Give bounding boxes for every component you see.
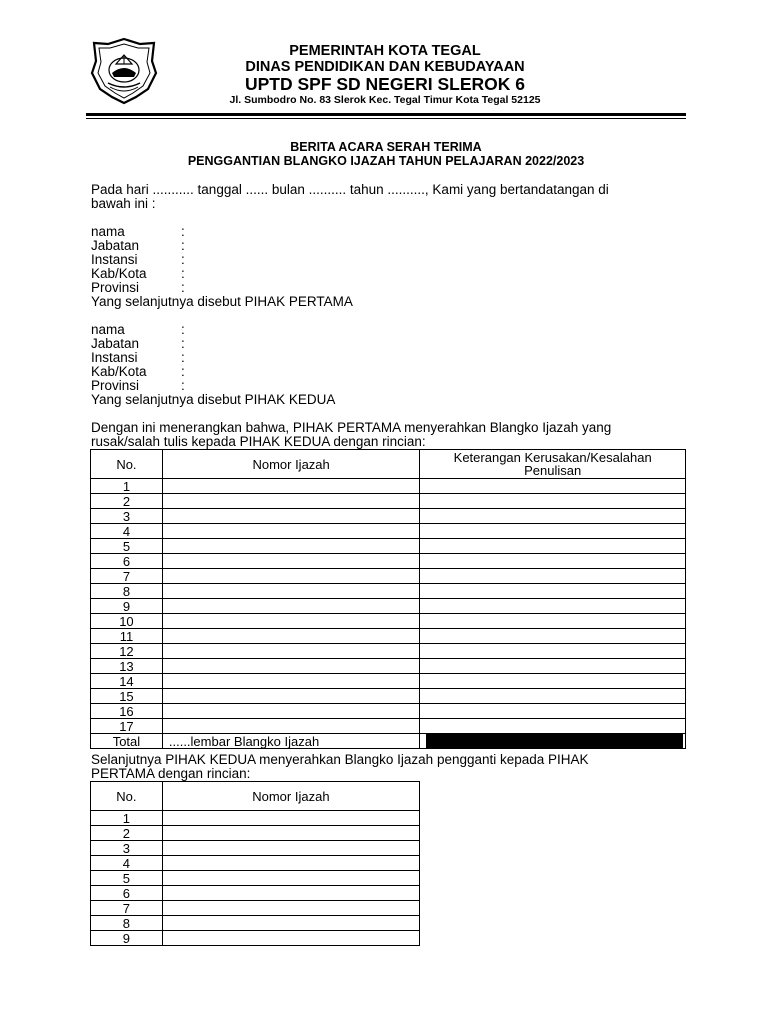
row-number: 6 [91, 886, 163, 901]
nomor-ijazah-cell [162, 704, 419, 719]
row-number: 3 [91, 509, 163, 524]
school-name: UPTD SPF SD NEGERI SLEROK 6 [244, 74, 526, 94]
nomor-ijazah-cell [162, 524, 419, 539]
table-row [91, 494, 686, 509]
table-row [91, 704, 686, 719]
keterangan-cell [420, 599, 686, 614]
nomor-ijazah-cell [162, 719, 419, 734]
table-row [91, 886, 420, 901]
total-row [91, 734, 686, 749]
party-two-note: Yang selanjutnya disebut PIHAK KEDUA [91, 392, 336, 407]
nomor-ijazah-cell [162, 614, 419, 629]
col-header-keterangan: Keterangan Kerusakan/Kesalahan Penulisan [420, 450, 686, 479]
keterangan-cell [420, 674, 686, 689]
nomor-ijazah-cell [162, 629, 419, 644]
keterangan-cell [420, 614, 686, 629]
table-row [91, 826, 420, 841]
nomor-ijazah-cell [162, 569, 419, 584]
row-number: 4 [91, 856, 163, 871]
table-row [91, 539, 686, 554]
row-number: 9 [91, 931, 163, 946]
damaged-blanks-table [90, 449, 686, 749]
nomor-ijazah-cell [162, 871, 419, 886]
row-number: 2 [91, 494, 163, 509]
col-header-no: No. [91, 450, 163, 479]
department-name: DINAS PENDIDIKAN DAN KEBUDAYAAN [245, 59, 525, 75]
nomor-ijazah-cell [162, 826, 419, 841]
keterangan-cell [420, 704, 686, 719]
keterangan-cell [420, 524, 686, 539]
header-divider-thick [86, 113, 686, 116]
statement-two-line-2: PERTAMA dengan rincian: [91, 766, 251, 781]
table-row [91, 479, 686, 494]
row-number: 10 [91, 614, 163, 629]
nomor-ijazah-cell [162, 554, 419, 569]
keterangan-cell [420, 554, 686, 569]
row-number: 8 [91, 916, 163, 931]
government-name: PEMERINTAH KOTA TEGAL [289, 43, 481, 59]
nomor-ijazah-cell [162, 689, 419, 704]
row-number: 1 [91, 479, 163, 494]
table-row [91, 599, 686, 614]
row-number: 11 [91, 629, 163, 644]
nomor-ijazah-cell [162, 494, 419, 509]
table-row [91, 569, 686, 584]
row-number: 5 [91, 539, 163, 554]
row-number: 14 [91, 674, 163, 689]
city-seal-icon [90, 37, 158, 105]
table-row [91, 629, 686, 644]
keterangan-cell [420, 539, 686, 554]
nomor-ijazah-cell [162, 931, 419, 946]
table-row [91, 931, 420, 946]
nomor-ijazah-cell [162, 659, 419, 674]
table-header-row [91, 782, 420, 811]
table-row [91, 916, 420, 931]
keterangan-cell [420, 569, 686, 584]
row-number: 4 [91, 524, 163, 539]
intro-line-1: Pada hari ........... tanggal ...... bulan .......... tahun .........., Kami yang bertandatangan di [91, 182, 609, 197]
statement-two-line-1: Selanjutnya PIHAK KEDUA menyerahkan Blangko Ijazah pengganti kepada PIHAK [91, 752, 589, 767]
table-row [91, 509, 686, 524]
replacement-blanks-table [90, 781, 420, 946]
nomor-ijazah-cell [162, 644, 419, 659]
keterangan-cell [420, 479, 686, 494]
nomor-ijazah-cell [162, 916, 419, 931]
table-row [91, 811, 420, 826]
row-number: 3 [91, 841, 163, 856]
row-number: 9 [91, 599, 163, 614]
nomor-ijazah-cell [162, 901, 419, 916]
total-label: Total [91, 734, 163, 749]
row-number: 2 [91, 826, 163, 841]
statement-one-line-1: Dengan ini menerangkan bahwa, PIHAK PERTAMA menyerahkan Blangko Ijazah yang [91, 420, 612, 435]
row-number: 6 [91, 554, 163, 569]
total-blacked-cell [420, 734, 686, 749]
document-subtitle: PENGGANTIAN BLANGKO IJAZAH TAHUN PELAJARAN 2022/2023 [187, 154, 585, 168]
school-address: Jl. Sumbodro No. 83 Slerok Kec. Tegal Timur Kota Tegal 52125 [229, 94, 541, 106]
nomor-ijazah-cell [162, 539, 419, 554]
nomor-ijazah-cell [162, 841, 419, 856]
row-number: 5 [91, 871, 163, 886]
row-number: 1 [91, 811, 163, 826]
table-row [91, 524, 686, 539]
nomor-ijazah-cell [162, 674, 419, 689]
keterangan-cell [420, 719, 686, 734]
keterangan-cell [420, 629, 686, 644]
table-row [91, 644, 686, 659]
col-header-no: No. [91, 782, 163, 811]
keterangan-cell [420, 509, 686, 524]
table-row [91, 689, 686, 704]
keterangan-cell [420, 689, 686, 704]
table-row [91, 719, 686, 734]
nomor-ijazah-cell [162, 479, 419, 494]
keterangan-cell [420, 644, 686, 659]
party-one-note: Yang selanjutnya disebut PIHAK PERTAMA [91, 294, 353, 309]
total-text: ......lembar Blangko Ijazah [162, 734, 419, 749]
row-number: 7 [91, 569, 163, 584]
document-title: BERITA ACARA SERAH TERIMA [290, 140, 482, 154]
nomor-ijazah-cell [162, 811, 419, 826]
row-number: 13 [91, 659, 163, 674]
table-row [91, 901, 420, 916]
row-number: 16 [91, 704, 163, 719]
nomor-ijazah-cell [162, 886, 419, 901]
header-divider-thin [86, 118, 686, 119]
col-header-nomor-ijazah: Nomor Ijazah [162, 450, 419, 479]
table-row [91, 584, 686, 599]
intro-line-2: bawah ini : [91, 196, 156, 211]
col-header-nomor-ijazah: Nomor Ijazah [162, 782, 419, 811]
nomor-ijazah-cell [162, 509, 419, 524]
table-row [91, 841, 420, 856]
table-row [91, 871, 420, 886]
statement-one-line-2: rusak/salah tulis kepada PIHAK KEDUA dengan rincian: [91, 434, 426, 449]
keterangan-cell [420, 494, 686, 509]
row-number: 8 [91, 584, 163, 599]
document-page: PEMERINTAH KOTA TEGAL DINAS PENDIDIKAN DAN KEBUDAYAAN UPTD SPF SD NEGERI SLEROK 6 Jl. Sumbodro No. 83 Slerok Kec. Tegal Timur Kota Tegal 52125 BERITA ACARA SERAH TERIMA PENGGANTIAN BLANGKO IJAZAH TAHUN PELAJARAN 2022/2023 Pada hari ........... tanggal ...... bulan .......... tahun .........., Kami yang bertandatangan di bawah ini : nama : Jabatan : Instansi : Kab/Kota : Provinsi : Yang selanjutnya disebut PIHAK PERTAMA nama : Jabatan : Instansi : Kab/Kota : Provinsi : Yang selanjutnya disebut PIHAK KEDUA Dengan ini menerangkan bahwa, PIHAK PERTAMA menyerahkan Blangko Ijazah yang rusak/salah tulis kepada PIHAK KEDUA dengan rincian: No. Nomor Ijazah Keterangan Kerusakan/Kesalahan Penulisan 1 2 3 4 5 6 7 8 9 10 11 12 13 14 15 16 17 Total ......lembar Blangko Ijazah Selanjutnya PIHAK KEDUA menyerahkan Blangko Ijazah pengganti kepada PIHAK PERTAMA dengan rincian: No. Nomor Ijazah 1 2 3 4 5 6 7 8 9 [0, 0, 768, 1024]
table-row [91, 659, 686, 674]
table-header-row [91, 450, 686, 479]
table-row [91, 614, 686, 629]
row-number: 7 [91, 901, 163, 916]
row-number: 15 [91, 689, 163, 704]
keterangan-cell [420, 584, 686, 599]
nomor-ijazah-cell [162, 599, 419, 614]
nomor-ijazah-cell [162, 856, 419, 871]
nomor-ijazah-cell [162, 584, 419, 599]
row-number: 17 [91, 719, 163, 734]
row-number: 12 [91, 644, 163, 659]
table-row [91, 856, 420, 871]
table-row [91, 674, 686, 689]
table-row [91, 554, 686, 569]
keterangan-cell [420, 659, 686, 674]
